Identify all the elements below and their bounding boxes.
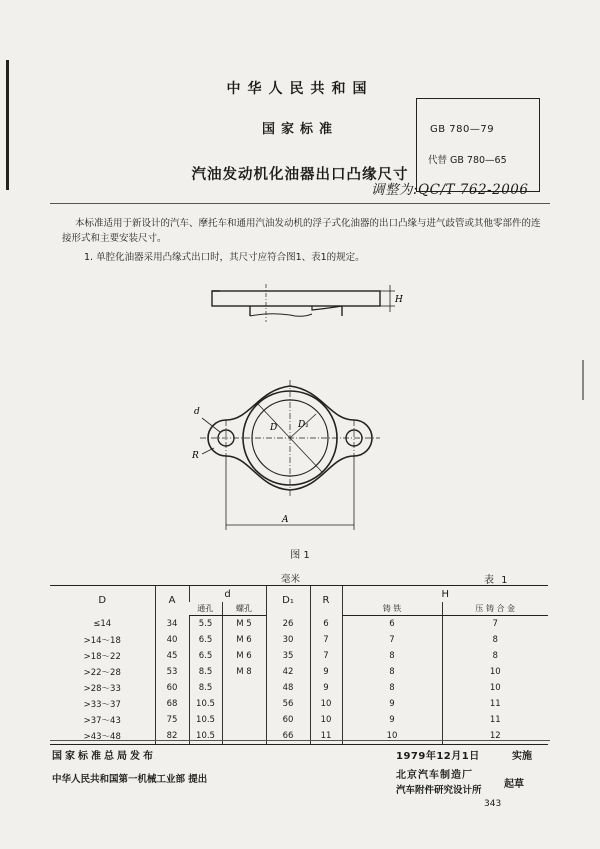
col-header-cast-iron: 铸 铁	[342, 602, 442, 616]
figure-caption: 图 1	[290, 550, 310, 561]
table-cell-a: 60	[155, 680, 189, 696]
col-header-D: D	[50, 586, 155, 616]
replaces-standard: 代替 GB 780—65	[428, 155, 507, 166]
dim-A: A	[282, 515, 289, 525]
table-row	[50, 680, 548, 696]
table-cell-alloy: 10	[442, 664, 548, 680]
page-number: 343	[484, 799, 502, 809]
col-header-D1: D₁	[266, 586, 310, 616]
table-cell-a: 53	[155, 664, 189, 680]
effective-date: 1979年12月1日	[396, 751, 480, 762]
table-row	[50, 616, 548, 633]
standard-number: GB 780—79	[430, 124, 495, 135]
table-cell-d: >43～48	[50, 728, 155, 745]
table-cell-d1: 56	[266, 696, 310, 712]
table-cell-iron: 9	[342, 712, 442, 728]
clause-1-paragraph: 1. 单腔化油器采用凸缘式出口时，其尺寸应符合图1、表1的规定。	[84, 252, 365, 263]
dim-H-side: H	[395, 295, 403, 305]
table-row	[50, 712, 548, 728]
table-cell-through: 10.5	[189, 696, 222, 712]
dim-d: d	[194, 407, 200, 417]
table-row	[50, 664, 548, 680]
document-title: 汽油发动机化油器出口凸缘尺寸	[191, 167, 409, 183]
table-cell-a: 34	[155, 616, 189, 633]
table-cell-d1: 42	[266, 664, 310, 680]
flange-side-view	[190, 282, 410, 332]
table-cell-screw	[222, 728, 266, 745]
table-cell-alloy: 10	[442, 680, 548, 696]
table-cell-through: 10.5	[189, 728, 222, 745]
col-header-through-hole: 通孔	[189, 602, 222, 616]
table-cell-iron: 7	[342, 632, 442, 648]
table-cell-through: 5.5	[189, 616, 222, 633]
table-cell-alloy: 7	[442, 616, 548, 633]
draft-label: 起草	[504, 779, 524, 790]
table-cell-through: 8.5	[189, 664, 222, 680]
flange-top-view	[180, 370, 390, 538]
proposer: 中华人民共和国第一机械工业部 提出	[52, 774, 208, 785]
table-cell-d1: 35	[266, 648, 310, 664]
table-cell-r: 7	[310, 648, 342, 664]
col-header-A: A	[155, 586, 189, 616]
dimension-table	[50, 585, 548, 745]
table-cell-screw: M 6	[222, 648, 266, 664]
dim-R: R	[192, 451, 199, 461]
table-cell-r: 10	[310, 712, 342, 728]
dim-D1: D₁	[298, 420, 309, 430]
col-header-R: R	[310, 586, 342, 616]
table-cell-iron: 10	[342, 728, 442, 745]
col-header-die-cast: 压 铸 合 金	[442, 602, 548, 616]
table-cell-screw	[222, 712, 266, 728]
standard-type-heading: 国家标准	[261, 122, 338, 137]
table-cell-d1: 66	[266, 728, 310, 745]
table-cell-d: >18～22	[83, 652, 121, 662]
table-cell-d1: 60	[266, 712, 310, 728]
table-cell-r: 10	[310, 696, 342, 712]
table-cell-r: 9	[310, 664, 342, 680]
table-cell-through: 8.5	[189, 680, 222, 696]
table-cell-d: >37～43	[83, 716, 121, 726]
table-cell-r: 7	[310, 632, 342, 648]
table-cell-through: 6.5	[189, 632, 222, 648]
table-cell-alloy: 8	[442, 648, 548, 664]
publisher: 国家标准总局发布	[52, 751, 156, 762]
table-cell-d: ≤14	[93, 618, 112, 629]
table-cell-through: 6.5	[189, 648, 222, 664]
table-cell-d: >14～18	[83, 636, 121, 646]
table-cell-r: 9	[310, 680, 342, 696]
table-cell-alloy: 12	[442, 728, 548, 745]
drafter-1: 北京汽车制造厂	[396, 770, 473, 781]
table-cell-d: >28～33	[83, 684, 121, 694]
table-row	[50, 632, 548, 648]
table-cell-alloy: 8	[442, 632, 548, 648]
handwritten-note: 调整为:QC/T 762-2006	[371, 182, 529, 198]
table-cell-screw: M 6	[222, 632, 266, 648]
table-cell-screw: M 8	[222, 664, 266, 680]
table-cell-iron: 8	[342, 648, 442, 664]
table-row	[50, 696, 548, 712]
table-cell-r: 6	[310, 616, 342, 633]
table-cell-iron: 6	[342, 616, 442, 633]
table-cell-a: 75	[155, 712, 189, 728]
table-cell-a: 68	[155, 696, 189, 712]
col-header-d: d	[189, 586, 266, 603]
table-cell-a: 40	[155, 632, 189, 648]
table-cell-iron: 8	[342, 664, 442, 680]
table-cell-r: 11	[310, 728, 342, 745]
table-cell-screw	[222, 696, 266, 712]
table-cell-through: 10.5	[189, 712, 222, 728]
table-cell-iron: 9	[342, 696, 442, 712]
table-cell-d1: 48	[266, 680, 310, 696]
table-cell-screw: M 5	[222, 616, 266, 633]
header-separator	[50, 203, 550, 204]
table-row	[50, 648, 548, 664]
table-cell-iron: 8	[342, 680, 442, 696]
margin-scratch-mark	[582, 360, 584, 400]
table-row	[50, 728, 548, 745]
table-cell-d1: 26	[266, 616, 310, 633]
table-cell-d: >33～37	[83, 700, 121, 710]
table-cell-a: 45	[155, 648, 189, 664]
col-header-H: H	[342, 586, 548, 603]
effective-label: 实施	[512, 751, 532, 762]
table-cell-alloy: 11	[442, 712, 548, 728]
drafter-2: 汽车附件研究设计所	[396, 785, 482, 796]
country-heading: 中华人民共和国	[226, 81, 374, 97]
table-cell-a: 82	[155, 728, 189, 745]
table-label: 表 1	[484, 575, 510, 586]
col-header-screw-hole: 螺孔	[222, 602, 266, 616]
table-unit: 毫米	[281, 574, 301, 585]
table-cell-d1: 30	[266, 632, 310, 648]
footer-separator	[50, 740, 550, 741]
table-cell-d: >22～28	[83, 668, 121, 678]
dim-D: D	[270, 423, 278, 433]
table-cell-alloy: 11	[442, 696, 548, 712]
table-cell-screw	[222, 680, 266, 696]
scope-paragraph: 本标准适用于新设计的汽车、摩托车和通用汽油发动机的浮子式化油器的出口凸缘与进气歧管或其他零部件的连接形式和主要安装尺寸。	[62, 218, 541, 244]
